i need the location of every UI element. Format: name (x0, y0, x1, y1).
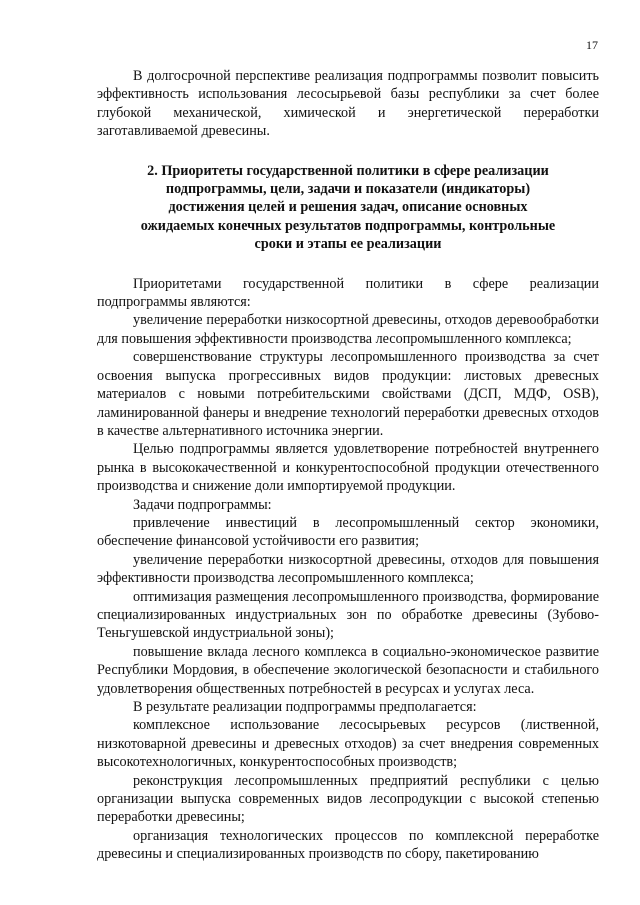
priority-item: увеличение переработки низкосортной древесины, отходов деревообработки для повышения эффективности производства лесопромышленного комплекса; (97, 312, 599, 347)
section-heading-line: ожидаемых конечных результатов подпрограммы, контрольные (140, 217, 556, 234)
tasks-intro: Задачи подпрограммы: (133, 496, 272, 513)
page-number: 17 (586, 38, 598, 52)
result-item: комплексное использование лесосырьевых ресурсов (лиственной, низкотоварной древесины и древесных отходов) за счет внедрения современных высокотехнологичных, конкурентоспособных производств; (97, 717, 599, 771)
goal-paragraph: Целью подпрограммы является удовлетворение потребностей внутреннего рынка в высококачественной и конкурентоспособной продукции отечественного производства и снижение доли импортируемой продукции. (97, 441, 599, 495)
task-item: повышение вклада лесного комплекса в социально-экономическое развитие Республики Мордовия, в обеспечение экологической безопасности и стабильного удовлетворения общественных потребностей в ресурсах и услугах леса. (97, 643, 599, 697)
task-item: привлечение инвестиций в лесопромышленный сектор экономики, обеспечение финансовой устойчивости его развития; (97, 514, 599, 550)
section-heading-line: подпрограммы, цели, задачи и показатели (индикаторы) (165, 181, 531, 198)
task-item: увеличение переработки низкосортной древесины, отходов для повышения эффективности производства лесопромышленного комплекса; (97, 551, 599, 587)
task-item: оптимизация размещения лесопромышленного производства, формирование специализированных индустриальных зон по обработке древесины (Зубово-Теньгушевской индустриальной зоны); (97, 588, 599, 642)
priorities-intro: Приоритетами государственной политики в сфере реализации подпрограммы являются: (97, 275, 599, 311)
priority-item: совершенствование структуры лесопромышленного производства за счет освоения выпуска прогрессивных видов продукции: листовых древесных материалов с новыми потребительскими свойствами (ДСП, МДФ, OSB), ламинированной фанеры и внедрение технологий переработки древесных отходов в качестве альтернативного источника энергии. (97, 349, 599, 439)
page-content (97, 67, 599, 864)
section-heading-line: 2. Приоритеты государственной политики в сфере реализации (147, 162, 549, 179)
section-heading (97, 162, 599, 254)
result-item: организация технологических процессов по комплексной переработке древесины и специализированных производств по сбору, пакетированию (97, 827, 599, 863)
section-heading-line: сроки и этапы ее реализации (254, 236, 442, 253)
result-item: реконструкция лесопромышленных предприятий республики с целью организации выпуска современных видов лесопродукции с высокой степенью переработки древесины; (97, 772, 599, 826)
intro-paragraph: В долгосрочной перспективе реализация подпрограммы позволит повысить эффективность использования лесосырьевой базы республики за счет более глубокой механической, химической и энергетической переработки заготавливаемой древесины. (97, 68, 599, 140)
section-heading-line: достижения целей и решения задач, описание основных (168, 199, 528, 216)
results-intro: В результате реализации подпрограммы предполагается: (133, 699, 477, 715)
